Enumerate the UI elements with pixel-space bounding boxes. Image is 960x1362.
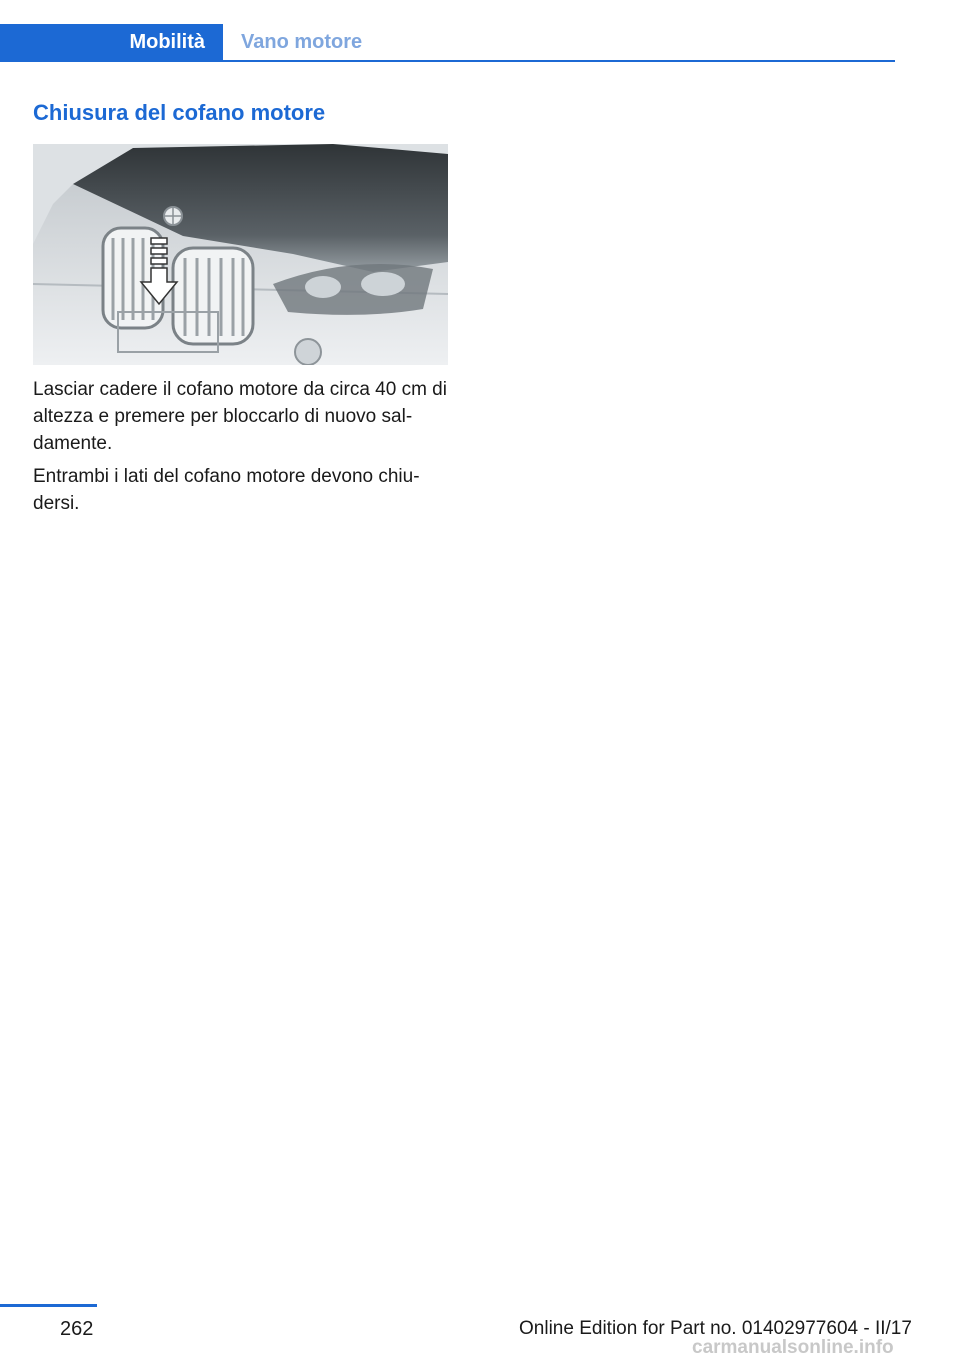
paragraph-instruction: Lasciar cadere il cofano motore da circa 40 cm di altezza e premere per bloccarlo di nuovo saldamente. [33,379,447,454]
section-title: Chiusura del cofano motore [33,100,326,125]
footer-rule [0,1304,97,1307]
page-header [0,24,895,62]
header-subsection-tab: Vano motore [241,30,363,53]
edition-text: Online Edition for Part no. 01402977604 - II/17 [519,1318,912,1339]
car-hood-illustration [33,144,448,365]
body-text [33,376,451,523]
watermark: carmanualsonline.info [692,1337,894,1358]
page-number: 262 [60,1318,94,1340]
header-section-tab: Mobilità [0,24,223,60]
header-rule [0,60,895,62]
paragraph-note: Entrambi i lati del cofano motore devono chiudersi. [33,466,420,514]
